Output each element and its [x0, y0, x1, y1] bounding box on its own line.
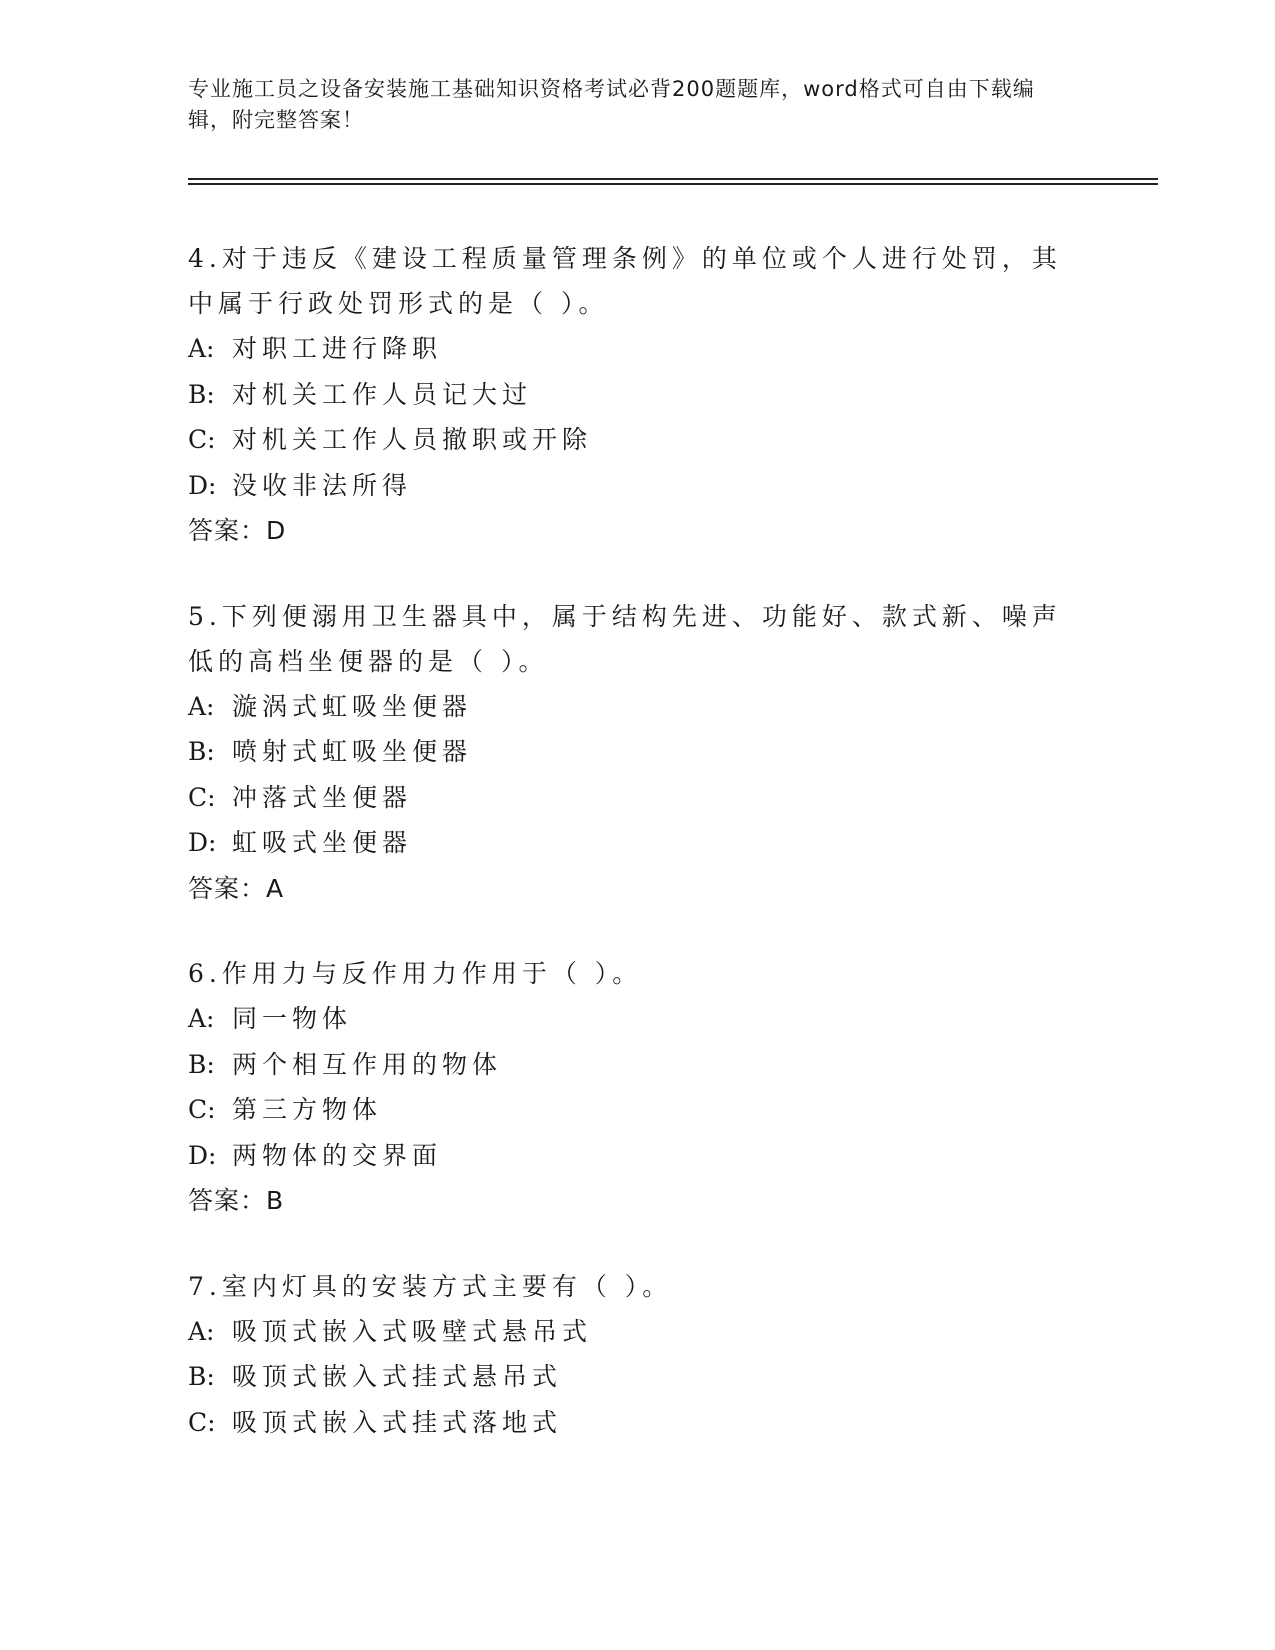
answer-line: 答案：D — [188, 516, 287, 545]
option-text: 两个相互作用的物体 — [232, 1049, 503, 1079]
header-divider-top — [188, 178, 1158, 180]
option-key: C: — [188, 1095, 216, 1124]
option-text: 吸顶式嵌入式吸壁式悬吊式 — [232, 1316, 593, 1346]
option-b — [188, 372, 1088, 418]
option-text: 第三方物体 — [232, 1095, 383, 1124]
option-text: 对机关工作人员记大过 — [232, 379, 533, 409]
question-stem: 5.下列便溺用卫生器具中，属于结构先进、功能好、款式新、噪声低的高档坐便器的是（ ）。 — [188, 601, 1062, 676]
option-c — [188, 1087, 1088, 1133]
document-header: 专业施工员之设备安装施工基础知识资格考试必背200题题库，word格式可自由下载编辑，附完整答案！ — [188, 77, 1035, 132]
option-c — [188, 417, 1088, 463]
option-key: C: — [188, 782, 216, 812]
option-c — [188, 775, 1088, 821]
option-a — [188, 326, 1088, 372]
option-key: B: — [188, 1049, 215, 1079]
option-key: A: — [188, 1004, 215, 1033]
option-text: 冲落式坐便器 — [232, 782, 413, 812]
question-7 — [188, 1264, 1088, 1446]
option-d — [188, 820, 1088, 866]
option-key: B: — [188, 1362, 215, 1391]
option-key: A: — [188, 691, 215, 721]
option-a — [188, 1309, 1088, 1355]
option-text: 漩涡式虹吸坐便器 — [232, 691, 473, 721]
header-divider-bottom — [188, 183, 1158, 185]
option-b — [188, 1042, 1088, 1088]
question-4 — [188, 236, 1088, 554]
option-b — [188, 729, 1088, 775]
option-key: A: — [188, 1316, 215, 1346]
option-text: 对职工进行降职 — [232, 334, 443, 363]
option-text: 同一物体 — [232, 1004, 353, 1033]
question-list — [188, 236, 1088, 1485]
option-key: D: — [188, 1140, 217, 1170]
option-text: 没收非法所得 — [232, 470, 413, 500]
option-text: 虹吸式坐便器 — [232, 828, 413, 857]
option-key: D: — [188, 828, 217, 857]
option-key: B: — [188, 379, 215, 409]
option-key: A: — [188, 334, 215, 363]
question-6 — [188, 951, 1088, 1224]
option-key: C: — [188, 1407, 216, 1437]
option-text: 吸顶式嵌入式挂式落地式 — [232, 1407, 563, 1437]
option-c — [188, 1400, 1088, 1446]
question-stem: 6.作用力与反作用力作用于（ ）。 — [188, 959, 643, 988]
option-b — [188, 1354, 1088, 1400]
option-text: 两物体的交界面 — [232, 1140, 443, 1170]
option-text: 吸顶式嵌入式挂式悬吊式 — [232, 1362, 563, 1391]
option-key: B: — [188, 737, 215, 766]
question-stem: 4.对于违反《建设工程质量管理条例》的单位或个人进行处罚，其中属于行政处罚形式的是（ ）。 — [188, 244, 1062, 318]
option-d — [188, 1133, 1088, 1179]
option-d — [188, 463, 1088, 509]
option-key: D: — [188, 470, 217, 500]
option-a — [188, 996, 1088, 1042]
option-text: 对机关工作人员撤职或开除 — [232, 425, 593, 454]
option-a — [188, 684, 1088, 730]
question-stem: 7.室内灯具的安装方式主要有（ ）。 — [188, 1271, 673, 1301]
option-text: 喷射式虹吸坐便器 — [232, 737, 473, 766]
option-key: C: — [188, 425, 216, 454]
answer-line: 答案：A — [188, 873, 285, 903]
answer-line: 答案：B — [188, 1186, 285, 1215]
question-5 — [188, 594, 1088, 912]
